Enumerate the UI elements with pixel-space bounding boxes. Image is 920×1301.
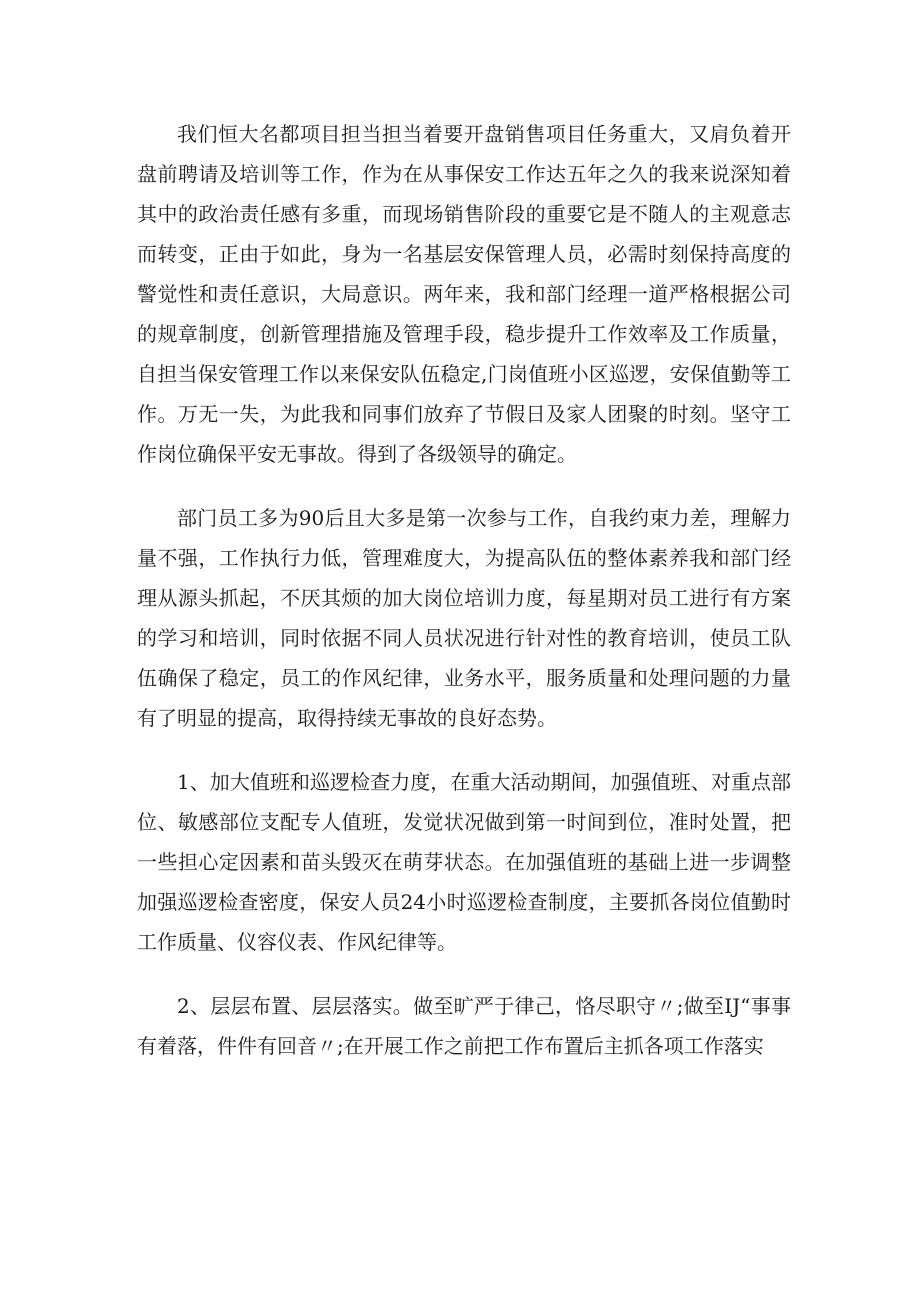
paragraph-2: 部门员工多为90后且大多是第一次参与工作，自我约束力差，理解力量不强，工作执行力低，管理难度大，为提高队伍的整体素养我和部门经理从源头抓起，不厌其烦的加大岗位培训力度，每星期对员工进行有方案的学习和培训，同时依据不同人员状况进行针对性的教育培训，使员工队伍确保了稳定，员工的作风纪律，业务水平，服务质量和处理问题的力量有了明显的提高，取得持续无事故的良好态势。 — [137, 506, 791, 730]
paragraph-3: 1、加大值班和巡逻检查力度，在重大活动期间，加强值班、对重点部位、敏感部位支配专人值班，发觉状况做到第一时间到位，准时处置，把一些担心定因素和苗头毁灭在萌芽状态。在加强值班的基础上进一步调整加强巡逻检查密度，保安人员24小时巡逻检查制度，主要抓各岗位值勤时工作质量、仪容仪表、作风纪律等。 — [137, 770, 791, 954]
paragraph-1: 我们恒大名都项目担当担当着要开盘销售项目任务重大，又肩负着开盘前聘请及培训等工作，作为在从事保安工作达五年之久的我来说深知着其中的政治责任感有多重，而现场销售阶段的重要它是不随人的主观意志而转变，正由于如此，身为一名基层安保管理人员，必需时刻保持高度的警觉性和责任意识，大局意识。两年来，我和部门经理一道严格根据公司的规章制度，创新管理措施及管理手段，稳步提升工作效率及工作质量，自担当保安管理工作以来保安队伍稳定,门岗值班小区巡逻，安保值勤等工作。万无一失，为此我和同事们放弃了节假日及家人团聚的时刻。坚守工作岗位确保平安无事故。得到了各级领导的确定。 — [137, 122, 791, 466]
paragraph-4: 2、层层布置、层层落实。做至旷严于律己，恪尽职守〃;做至IJ“事事有着落，件件有回音〃;在开展工作之前把工作布置后主抓各项工作落实 — [137, 994, 791, 1058]
document-body — [137, 114, 791, 1090]
